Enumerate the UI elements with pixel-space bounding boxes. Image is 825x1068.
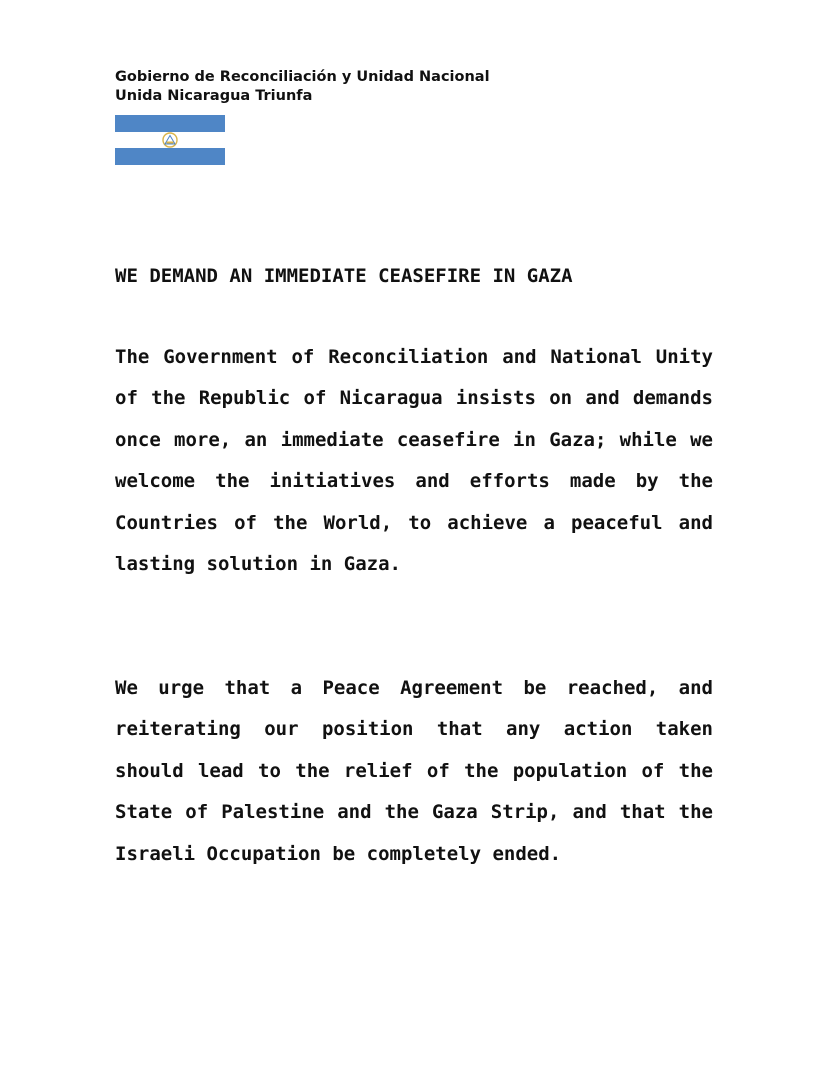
emblem-base — [167, 142, 174, 144]
nicaragua-flag — [115, 115, 225, 165]
coat-of-arms-icon — [161, 132, 179, 148]
flag-stripe-bottom — [115, 148, 225, 165]
government-name: Gobierno de Reconciliación y Unidad Nacional — [115, 69, 490, 85]
letterhead — [115, 68, 490, 106]
paragraph-peace-agreement: We urge that a Peace Agreement be reached, and reiterating our position that any action taken should lead to the relief of the population of the State of Palestine and the Gaza Strip, and that the Israeli Occupation be completely ended. — [115, 677, 713, 865]
government-slogan: Unida Nicaragua Triunfa — [115, 88, 313, 104]
document-title: WE DEMAND AN IMMEDIATE CEASEFIRE IN GAZA — [115, 265, 573, 287]
flag-stripe-top — [115, 115, 225, 132]
paragraph-ceasefire: The Government of Reconciliation and National Unity of the Republic of Nicaragua insists on and demands once more, an immediate ceasefire in Gaza; while we welcome the initiatives and efforts made by the Countries of the World, to achieve a peaceful and lasting solution in Gaza. — [115, 346, 713, 576]
